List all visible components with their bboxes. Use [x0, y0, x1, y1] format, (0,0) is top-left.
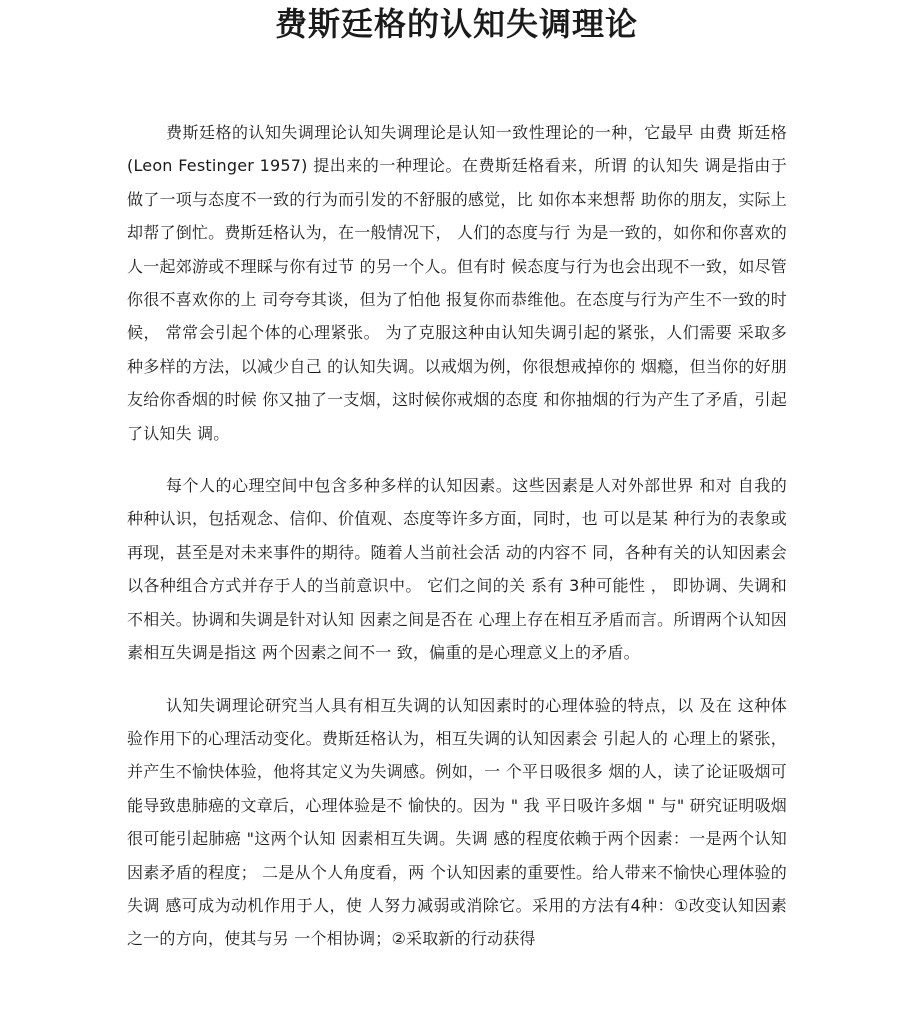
paragraph-cognitive-dissonance-definition: 费斯廷格的认知失调理论认知失调理论是认知一致性理论的一种，它最早 由费 斯廷格 (Leon Festinger 1957) 提出来的一种理论。在费斯廷格看来，所谓 的认知失 调是指由于做了一项与态度不一致的行为而引发的不舒服的感觉，比 如你本来想帮 助你的朋友，实际上却帮了倒忙。费斯廷格认为，在一般情况下， 人们的态度与行 为是一致的，如你和你喜欢的人一起郊游或不理睬与你有过节 的另一个人。但有时 候态度与行为也会出现不一致，如尽管你很不喜欢你的上 司夸夸其谈，但为了怕他 报复你而恭维他。在态度与行为产生不一致的时候， 常常会引起个体的心理紧张。 为了克服这种由认知失调引起的紧张，人们需要 采取多种多样的方法，以减少自己 的认知失调。以戒烟为例，你很想戒掉你的 烟瘾，但当你的好朋友给你香烟的时候 你又抽了一支烟，这时候你戒烟的态度 和你抽烟的行为产生了矛盾，引起了认知失 调。: [127, 123, 787, 443]
document-title: 费斯廷格的认知失调理论: [274, 5, 638, 43]
paragraph-dissonance-experience: 认知失调理论研究当人具有相互失调的认知因素时的心理体验的特点，以 及在 这种体验作用下的心理活动变化。费斯廷格认为，相互失调的认知因素会 引起人的 心理上的紧张，并产生不愉快体验，他将其定义为失调感。例如，一 个平日吸很多 烟的人，读了论证吸烟可能导致患肺癌的文章后，心理体验是不 愉快的。因为 " 我 平日吸许多烟 " 与" 研究证明吸烟很可能引起肺癌 "这两个认知 因素相互失调。失调 感的程度依赖于两个因素：一是两个认知因素矛盾的程度； 二是从个人角度看，两 个认知因素的重要性。给人带来不愉快心理体验的失调 感可成为动机作用于人，使 人努力减弱或消除它。采用的方法有4种：①改变认知因素之一的方向，使其与另 一个相协调；②采取新的行动获得: [127, 695, 787, 949]
document-body: [127, 116, 787, 976]
paragraph-cognitive-elements: 每个人的心理空间中包含多种多样的认知因素。这些因素是人对外部世界 和对 自我的种种认识，包括观念、信仰、价值观、态度等许多方面，同时，也 可以是某 种行为的表象或再现，甚至是对未来事件的期待。随着人当前社会活 动的内容不 同，各种有关的认知因素会以各种组合方式并存于人的当前意识中。 它们之间的关 系有 3种可能性 ， 即协调、失调和不相关。协调和失调是针对认知 因素之间是否在 心理上存在相互矛盾而言。所谓两个认知因素相互失调是指这 两个因素之间不一 致，偏重的是心理意义上的矛盾。: [127, 476, 787, 663]
